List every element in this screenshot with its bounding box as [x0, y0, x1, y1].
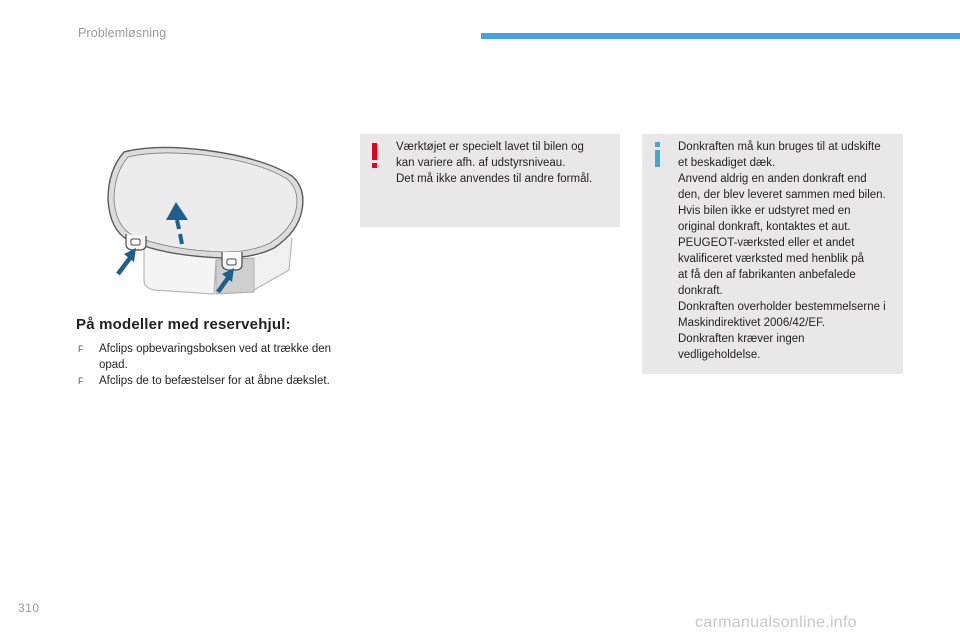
warning-line: kan variere afh. af udstyrsniveau. [396, 157, 566, 169]
info-line: kvalificeret værksted med henblik på [678, 253, 864, 265]
info-line: PEUGEOT-værksted eller et andet [678, 237, 855, 249]
right-clip-slot [227, 259, 236, 265]
step-text: Afclips de to befæstelser for at åbne dækslet. [99, 375, 330, 387]
warning-line: Det må ikke anvendes til andre formål. [396, 173, 593, 185]
header-accent-bar [481, 33, 960, 39]
exclamation-icon [371, 143, 378, 169]
info-text [678, 139, 902, 363]
section-heading: På modeller med reservehjul: [76, 316, 291, 333]
info-line: Maskindirektivet 2006/42/EF. [678, 317, 826, 329]
step-text: Afclips opbevaringsboksen ved at trække den opad. [99, 343, 332, 371]
info-line: Anvend aldrig en anden donkraft end [678, 173, 867, 185]
list-item [78, 341, 340, 373]
list-item [78, 373, 340, 389]
info-line: Donkraften kræver ingen [678, 333, 805, 345]
info-line: vedligeholdelse. [678, 349, 761, 361]
page-number: 310 [18, 601, 40, 615]
info-line: Hvis bilen ikke er udstyret med en [678, 205, 851, 217]
left-clip-arrow [118, 258, 130, 274]
info-line: donkraft. [678, 285, 723, 297]
info-line: Donkraften overholder bestemmelserne i [678, 301, 886, 313]
info-box [642, 134, 903, 374]
bullet-marker: F [78, 376, 84, 386]
info-icon [654, 142, 661, 168]
bullet-marker: F [78, 344, 84, 354]
warning-box [360, 134, 620, 227]
watermark: carmanualsonline.info [695, 614, 857, 631]
section-label: Problemløsning [78, 26, 167, 40]
info-line: at få den af fabrikanten anbefalede [678, 269, 856, 281]
info-line: et beskadiget dæk. [678, 157, 776, 169]
info-line: den, der blev leveret sammen med bilen. [678, 189, 886, 201]
spare-wheel-cover-illustration [104, 140, 309, 298]
left-clip-slot [131, 239, 140, 245]
instruction-list [78, 341, 340, 389]
warning-text [396, 139, 616, 187]
info-line: original donkraft, kontaktes et aut. [678, 221, 851, 233]
warning-line: Værktøjet er specielt lavet til bilen og [396, 141, 584, 153]
info-line: Donkraften må kun bruges til at udskifte [678, 141, 881, 153]
